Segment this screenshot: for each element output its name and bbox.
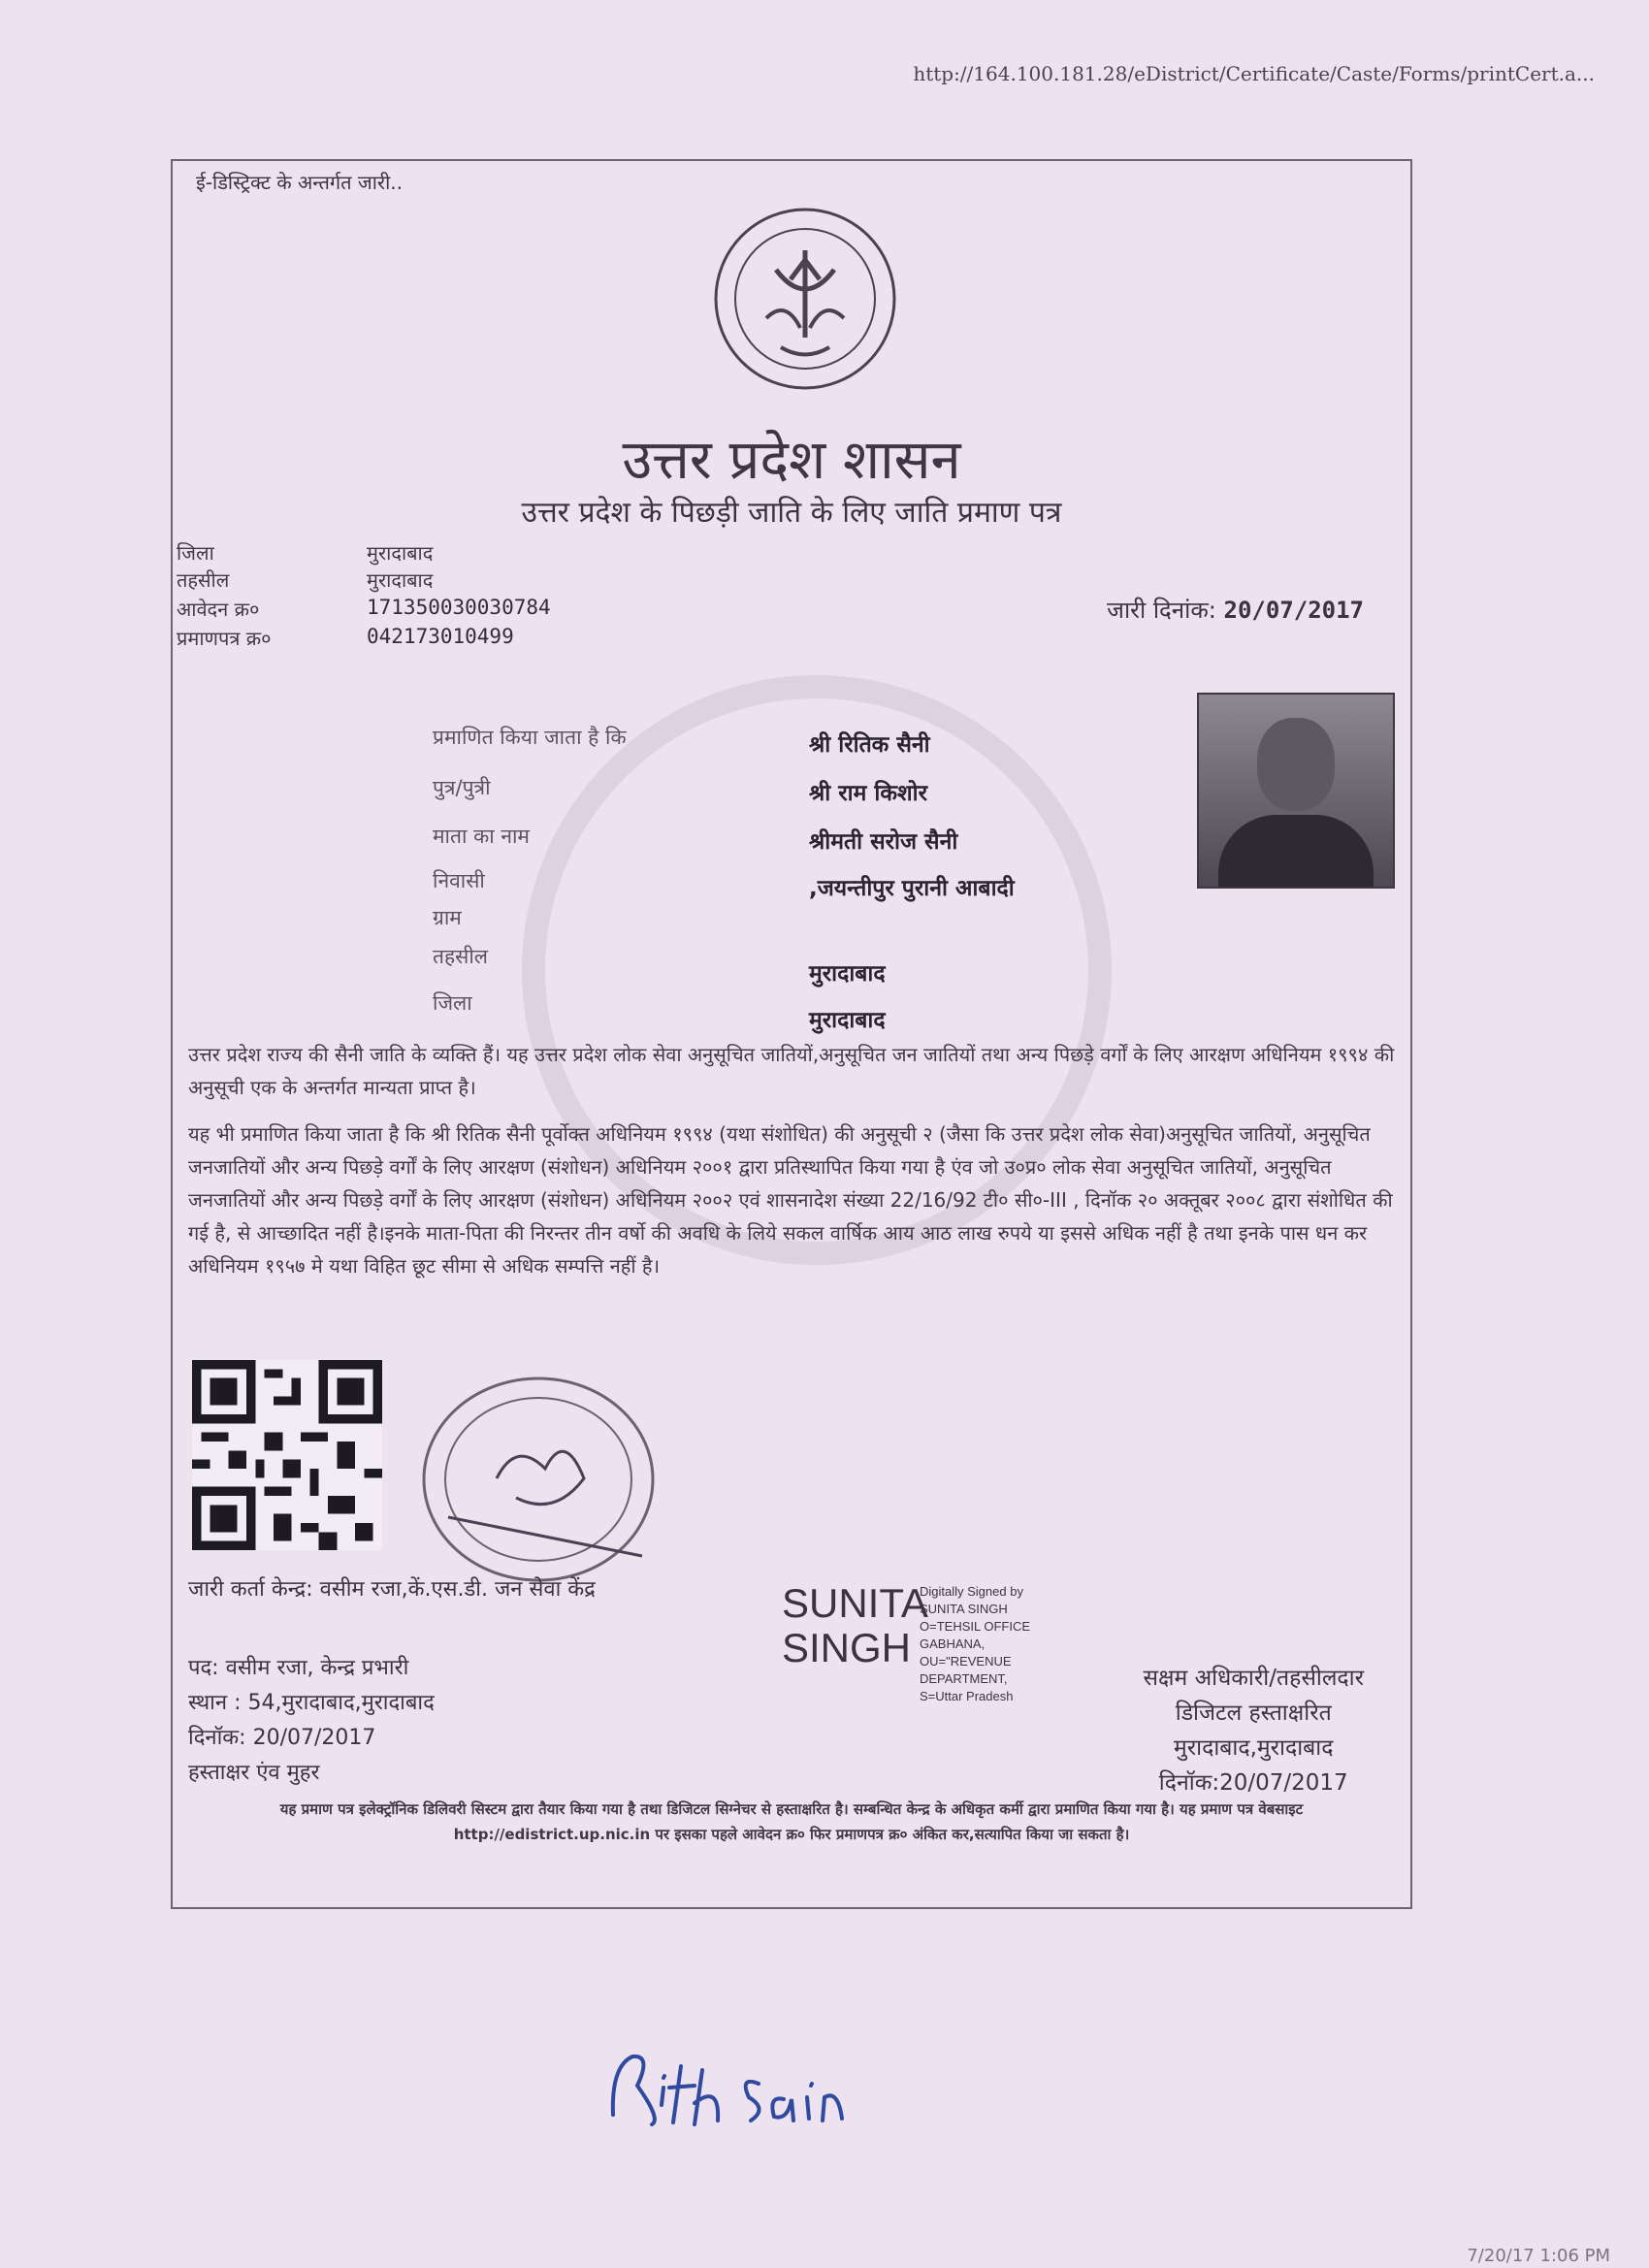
certificate-number-value: 042173010499: [367, 625, 514, 648]
tehsil-label: तहसील: [177, 568, 230, 592]
caste-statement: उत्तर प्रदेश राज्य की सैनी जाति के व्यक्ति हैं। यह उत्तर प्रदेश लोक सेवा अनुसूचित जातियों,अनुसूचित जन जातियों तथा अन्य पिछड़े वर्गों के लिए आरक्षण अधिनियम १९९४ की अनुसूची एक के अन्तर्गत मान्यता प्राप्त है।: [188, 1043, 1395, 1099]
application-number-label: आवेदन क्र०: [177, 598, 260, 621]
field-resident-label: निवासी: [433, 869, 485, 892]
field-parent-label: पुत्र/पुत्री: [433, 776, 491, 799]
certificate-title: उत्तर प्रदेश शासन: [622, 429, 961, 492]
qr-code-icon: [192, 1360, 382, 1550]
up-government-emblem-icon: [708, 202, 902, 396]
field-tehsil-value: मुरादाबाद: [809, 961, 886, 987]
district-label: जिला: [177, 541, 214, 565]
officer-block: [188, 1651, 435, 1791]
certificate-subtitle: उत्तर प्रदेश के पिछड़ी जाति के लिए जाति प्रमाण पत्र: [521, 496, 1062, 530]
handwritten-signature: [594, 2027, 885, 2144]
officer-sign-label: हस्ताक्षर एंव मुहर: [188, 1761, 320, 1785]
field-resident-value: ,जयन्तीपुर पुरानी आबादी: [809, 876, 1015, 901]
issued-under-note: ई-डिस्ट्रिक्ट के अन्तर्गत जारी..: [196, 171, 403, 194]
print-timestamp: 7/20/17 1:06 PM: [1467, 2246, 1610, 2266]
officer-post: पद: वसीम रजा, केन्द्र प्रभारी: [188, 1656, 409, 1680]
officer-place: स्थान : 54,मुरादाबाद,मुरादाबाद: [188, 1691, 435, 1715]
field-certified-label: प्रमाणित किया जाता है कि: [433, 726, 627, 749]
authority-designation: सक्षम अधिकारी/तहसीलदार: [1143, 1666, 1364, 1691]
field-village-label: ग्राम: [433, 906, 462, 929]
authority-digital-signed: डिजिटल हस्ताक्षरित: [1175, 1701, 1332, 1726]
creamy-layer-statement: यह भी प्रमाणित किया जाता है कि श्री रितिक सैनी पूर्वोक्त अधिनियम १९९४ (यथा संशोधित) की अनुसूची २ (जैसा कि उत्तर प्रदेश लोक सेवा)अनुसूचित जातियों, अनुसूचित जनजातियों और अन्य पिछड़े वर्गों के लिए आरक्षण (संशोधन) अधिनियम २००१ द्वारा प्रतिस्थापित किया गया है एंव जो उ०प्र० लोक सेवा अनुसूचित जातियों, अनुसूचित जनजातियों और अन्य पिछड़े वर्गों के लिए आरक्षण (संशोधन) अधिनियम २००२ एवं शासनादेश संख्या 22/16/92 टी० सी०-III , दिनॉक २० अक्तूबर २००८ द्वारा संशोधित की गई है, से आच्छादित नहीं है।इनके माता-पिता की निरन्तर तीन वर्षो की अवधि के लिये सकल वार्षिक आय आठ लाख रुपये या इससे अधिक नहीं है तथा इनके पास धन कर अधिनियम १९५७ मे यथा विहित छूट सीमा से अधिक सम्पत्ति नहीं है।: [188, 1122, 1393, 1278]
authority-block: [1143, 1661, 1364, 1800]
tehsil-value: मुरादाबाद: [367, 568, 434, 592]
field-parent-value: श्री राम किशोर: [809, 781, 927, 806]
field-certified-value: श्री रितिक सैनी: [809, 732, 930, 758]
issue-date-label: जारी दिनांक:: [1107, 597, 1216, 624]
certificate: [171, 159, 1412, 1909]
field-district-value: मुरादाबाद: [809, 1008, 886, 1033]
browser-url: http://164.100.181.28/eDistrict/Certificate/Caste/Forms/printCert.a...: [913, 62, 1595, 85]
digital-signature-name: [782, 1581, 928, 1670]
digital-signature-last-name: SINGH: [782, 1625, 912, 1670]
issuer-center: जारी कर्ता केन्द्र: वसीम रजा,कें.एस.डी. जन सेवा केंद्र: [188, 1577, 596, 1602]
authority-date: दिनॉक:20/07/2017: [1158, 1770, 1348, 1796]
field-tehsil-label: तहसील: [433, 945, 488, 968]
applicant-photo: [1197, 693, 1395, 889]
authority-location: मुरादाबाद,मुरादाबाद: [1173, 1735, 1334, 1761]
digital-signature-details: Digitally Signed by SUNITA SINGH O=TEHSIL OFFICE GABHANA, OU="REVENUE DEPARTMENT, S=Uttar Pradesh: [920, 1584, 1031, 1703]
field-district-label: जिला: [433, 991, 472, 1015]
field-mother-label: माता का नाम: [433, 825, 530, 848]
center-stamp-seal-icon: [419, 1372, 658, 1587]
issue-date-value: 20/07/2017: [1223, 597, 1364, 624]
application-number-value: 171350030030784: [367, 596, 551, 619]
field-mother-value: श्रीमती सरोज सैनी: [809, 829, 958, 855]
district-value: मुरादाबाद: [367, 541, 434, 565]
certificate-number-label: प्रमाणपत्र क्र०: [177, 627, 272, 650]
digital-signature-first-name: SUNITA: [782, 1580, 928, 1626]
officer-date: दिनॉक: 20/07/2017: [188, 1726, 376, 1750]
verification-footer: यह प्रमाण पत्र इलेक्ट्रॉनिक डिलिवरी सिस्टम द्वारा तैयार किया गया है तथा डिजिटल सिग्नेचर से हस्ताक्षरित है। सम्बन्धित केन्द्र के अधिकृत कर्मी द्वारा प्रमाणित किया गया है। यह प्रमाण पत्र वेबसाइट http://edistrict.up.nic.in पर इसका पहले आवेदन क्र० फिर प्रमाणपत्र क्र० अंकित कर,सत्यापित किया जा सकता है।: [279, 1800, 1304, 1843]
issue-date: [1107, 594, 1364, 626]
